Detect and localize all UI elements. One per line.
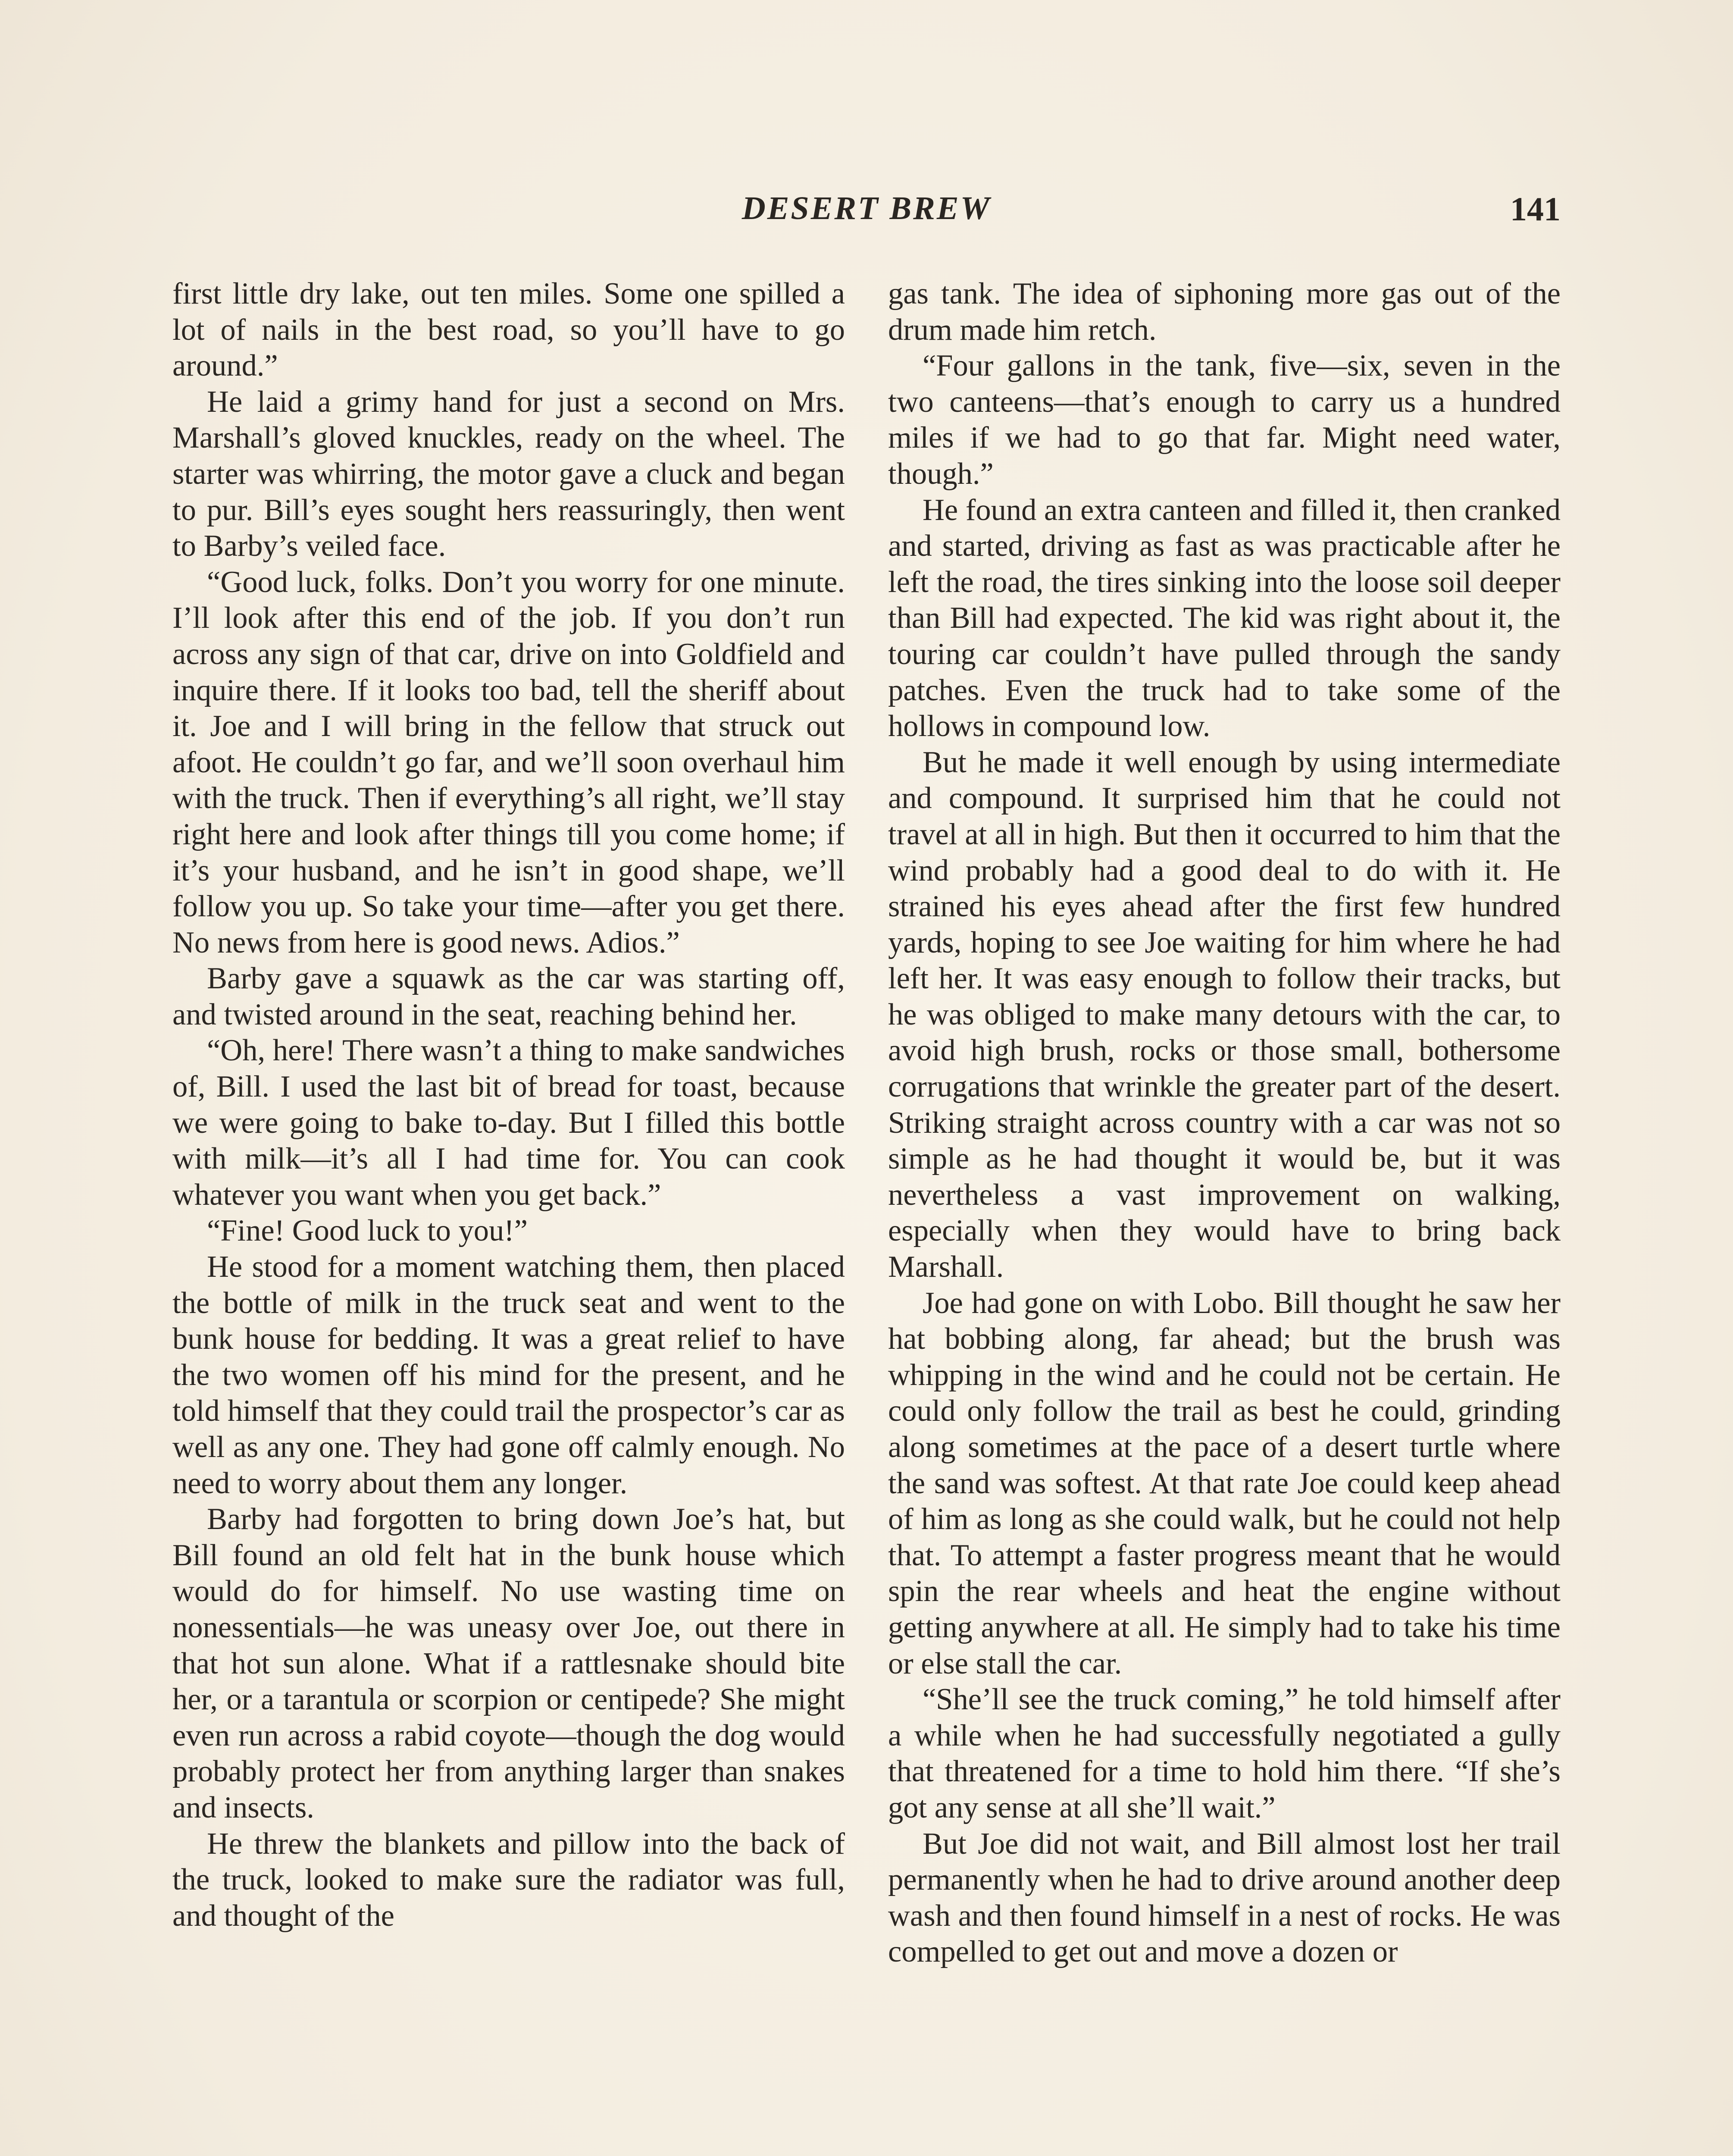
paragraph: Barby had forgotten to bring down Joe’s hat, but Bill found an old felt hat in the bunk house which would do for himself. No use wasting time on nonessentials—he was uneasy over Joe, out there in that hot sun alone. What if a rattlesnake should bite her, or a tarantula or scorpion or centipede? She might even run across a rabid coyote—though the dog would probably protect her from anything larger than snakes and insects. [172, 1502, 845, 1824]
paragraph: But he made it well enough by using intermediate and compound. It surprised him that he could not travel at all in high. But then it occurred to him that the wind probably had a good deal to do with it. He strained his eyes ahead after the first few hundred yards, hoping to see Joe waiting for him where he had left her. It was easy enough to follow their tracks, but he was obliged to make many detours with the car, to avoid high brush, rocks or those small, bothersome corrugations that wrinkle the greater part of the desert. Striking straight across country with a car was not so simple as he had thought it would be, but it was nevertheless a vast improvement on walking, especially when they would have to bring back Marshall. [888, 745, 1561, 1284]
paragraph: He threw the blankets and pillow into the back of the truck, looked to make sure the radiator was full, and thought of the [172, 1827, 845, 1933]
paragraph: “Good luck, folks. Don’t you worry for one minute. I’ll look after this end of the job. If you don’t run across any sign of that car, drive on into Goldfield and inquire there. If it looks too bad, tell the sheriff about it. Joe and I will bring in the fellow that struck out afoot. He couldn’t go far, and we’ll soon overhaul him with the truck. Then if everything’s all right, we’ll stay right here and look after things till you come home; if it’s your husband, and he isn’t in good shape, we’ll follow you up. So take your time—after you get there. No news from here is good news. Adios.” [172, 565, 845, 959]
paragraph: He laid a grimy hand for just a second on Mrs. Marshall’s gloved knuckles, ready on the wheel. The starter was whirring, the motor gave a cluck and began to pur. Bill’s eyes sought hers reassuringly, then went to Barby’s veiled face. [172, 385, 845, 563]
paragraph: gas tank. The idea of siphoning more gas out of the drum made him retch. [888, 277, 1561, 347]
paragraph: “Four gallons in the tank, five—six, seven in the two canteens—that’s enough to carry us a hundred miles if we had to go that far. Might need water, though.” [888, 349, 1561, 491]
paragraph: He found an extra canteen and filled it, then cranked and started, driving as fast as was practicable after he left the road, the tires sinking into the loose soil deeper than Bill had expected. The kid was right about it, the touring car couldn’t have pulled through the sandy patches. Even the truck had to take some of the hollows in compound low. [888, 493, 1561, 743]
paragraph: first little dry lake, out ten miles. Some one spilled a lot of nails in the best road, so you’ll have to go around.” [172, 277, 845, 383]
paragraph: “Oh, here! There wasn’t a thing to make sandwiches of, Bill. I used the last bit of bread for toast, because we were going to bake to-day. But I filled this bottle with milk—it’s all I had time for. You can cook whatever you want when you get back.” [172, 1034, 845, 1212]
paragraph: “Fine! Good luck to you!” [207, 1214, 528, 1248]
paragraph: Barby gave a squawk as the car was starting off, and twisted around in the seat, reaching behind her. [172, 962, 845, 1031]
running-title: DESERT BREW [741, 190, 992, 226]
right-column [888, 276, 1561, 2156]
paragraph: He stood for a moment watching them, then placed the bottle of milk in the truck seat and went to the bunk house for bedding. It was a great relief to have the two women off his mind for the present, and he told himself that they could trail the prospector’s car as well as any one. They had gone off calmly enough. No need to worry about them any longer. [172, 1250, 845, 1500]
page-header [172, 190, 1561, 241]
paragraph: Joe had gone on with Lobo. Bill thought he saw her hat bobbing along, far ahead; but the brush was whipping in the wind and he could not be certain. He could only follow the trail as best he could, grinding along sometimes at the pace of a desert turtle where the sand was softest. At that rate Joe could keep ahead of him as long as she could walk, but he could not help that. To attempt a faster progress meant that he would spin the rear wheels and heat the engine without getting anywhere at all. He simply had to take his time or else stall the car. [888, 1286, 1561, 1680]
paragraph: But Joe did not wait, and Bill almost lost her trail permanently when he had to drive around another deep wash and then found himself in a nest of rocks. He was compelled to get out and move a dozen or [888, 1827, 1561, 1969]
left-column [172, 276, 845, 2156]
page-number: 141 [1510, 190, 1561, 228]
paragraph: “She’ll see the truck coming,” he told himself after a while when he had successfully negotiated a gully that threatened for a time to hold him there. “If she’s got any sense at all she’ll wait.” [888, 1683, 1561, 1824]
